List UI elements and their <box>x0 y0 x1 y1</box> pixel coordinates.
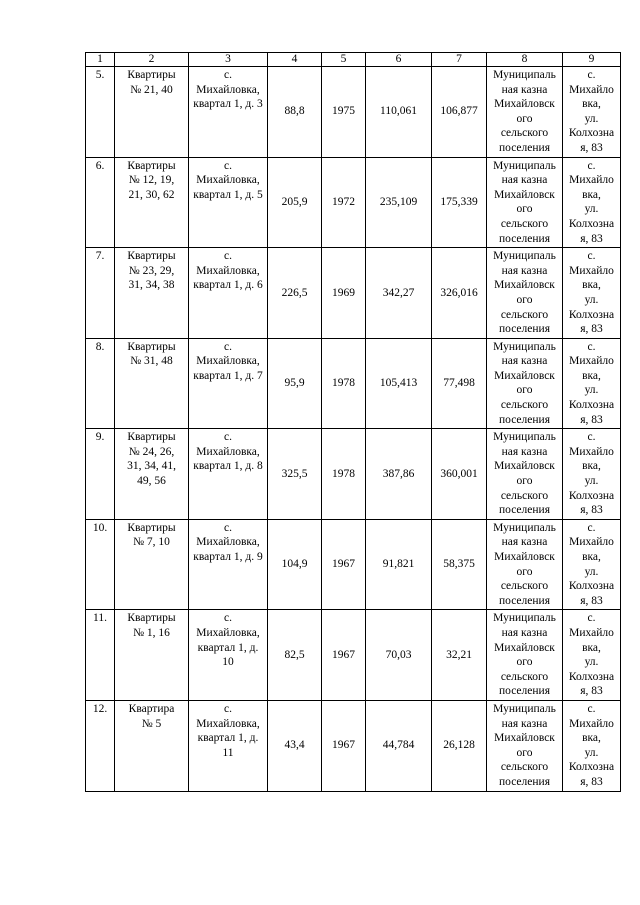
location-cell-text: с. Михайловка, квартал 1, д. 5 <box>193 159 263 201</box>
year-cell <box>322 519 366 610</box>
table-row <box>86 67 621 158</box>
owner-cell <box>487 248 563 339</box>
owner-cell-text: Муниципаль ная казна Михайловск ого сельского поселения <box>493 702 556 788</box>
residual-value-cell-text: 326,016 <box>440 286 478 299</box>
owner-address-cell-text: с. Михайло вка, ул. Колхозна я, 83 <box>568 431 615 517</box>
residual-value-cell <box>432 248 487 339</box>
owner-cell-text: Муниципаль ная казна Михайловск ого сельского поселения <box>493 612 556 698</box>
owner-cell-text: Муниципаль ная казна Михайловск ого сельского поселения <box>493 69 556 154</box>
area-cell <box>268 610 322 701</box>
balance-value-cell-text: 235,109 <box>379 196 418 209</box>
owner-address-cell <box>563 67 621 158</box>
balance-value-cell <box>366 338 432 429</box>
area-cell-text: 205,9 <box>281 196 308 209</box>
residual-value-cell-text: 26,128 <box>443 739 475 752</box>
balance-value-cell <box>366 610 432 701</box>
owner-address-cell-text: с. Михайло вка, ул. Колхозна я, 83 <box>568 159 615 245</box>
column-header: 5 <box>322 53 366 67</box>
area-cell <box>268 248 322 339</box>
year-cell-text: 1969 <box>332 286 355 299</box>
row-number-cell <box>86 519 115 610</box>
column-number-row <box>86 53 621 67</box>
owner-address-cell <box>563 610 621 701</box>
object-name-cell <box>115 248 189 339</box>
table-row <box>86 610 621 701</box>
area-cell-text: 82,5 <box>284 648 305 661</box>
owner-address-cell <box>563 157 621 248</box>
row-number-cell <box>86 157 115 248</box>
owner-cell <box>487 429 563 520</box>
owner-cell <box>487 610 563 701</box>
object-name-cell <box>115 519 189 610</box>
year-cell-text: 1967 <box>332 558 355 571</box>
area-cell <box>268 338 322 429</box>
column-header: 7 <box>432 53 487 67</box>
owner-cell-text: Муниципаль ная казна Михайловск ого сельского поселения <box>493 340 556 426</box>
year-cell-text: 1975 <box>332 105 355 118</box>
row-number-cell <box>86 700 115 791</box>
balance-value-cell <box>366 248 432 339</box>
balance-value-cell <box>366 519 432 610</box>
row-number-cell <box>86 248 115 339</box>
owner-cell <box>487 157 563 248</box>
residual-value-cell <box>432 700 487 791</box>
row-number-cell-text: 5. <box>95 69 105 81</box>
object-name-cell-text: Квартиры № 23, 29, 31, 34, 38 <box>127 250 176 292</box>
area-cell-text: 325,5 <box>281 467 308 480</box>
year-cell <box>322 248 366 339</box>
column-header: 4 <box>268 53 322 67</box>
object-name-cell <box>115 429 189 520</box>
location-cell-text: с. Михайловка, квартал 1, д. 9 <box>193 521 263 563</box>
owner-address-cell <box>563 519 621 610</box>
owner-address-cell <box>563 248 621 339</box>
owner-address-cell-text: с. Михайло вка, ул. Колхозна я, 83 <box>568 702 615 788</box>
balance-value-cell-text: 110,061 <box>380 105 417 118</box>
table-row <box>86 429 621 520</box>
balance-value-cell <box>366 157 432 248</box>
column-header: 9 <box>563 53 621 67</box>
owner-cell <box>487 338 563 429</box>
owner-cell-text: Муниципаль ная казна Михайловск ого сельского поселения <box>493 521 556 607</box>
object-name-cell-text: Квартиры № 31, 48 <box>127 340 176 368</box>
location-cell-text: с. Михайловка, квартал 1, д. 8 <box>193 431 263 473</box>
area-cell-text: 104,9 <box>281 558 308 571</box>
year-cell <box>322 610 366 701</box>
row-number-cell-text: 7. <box>95 250 105 263</box>
residual-value-cell <box>432 429 487 520</box>
owner-cell-text: Муниципаль ная казна Михайловск ого сельского поселения <box>493 250 556 336</box>
location-cell-text: с. Михайловка, квартал 1, д. 10 <box>196 612 260 669</box>
residual-value-cell-text: 58,375 <box>443 558 475 571</box>
area-cell <box>268 157 322 248</box>
row-number-cell-text: 9. <box>95 431 105 444</box>
object-name-cell-text: Квартиры № 1, 16 <box>127 612 176 639</box>
row-number-cell <box>86 610 115 701</box>
object-name-cell-text: Квартиры № 7, 10 <box>127 521 176 549</box>
owner-address-cell <box>563 429 621 520</box>
year-cell-text: 1978 <box>332 377 355 390</box>
object-name-cell-text: Квартиры № 12, 19, 21, 30, 62 <box>127 159 176 201</box>
year-cell <box>322 67 366 158</box>
owner-address-cell-text: с. Михайло вка, ул. Колхозна я, 83 <box>568 521 615 607</box>
row-number-cell-text: 10. <box>92 521 108 534</box>
location-cell <box>189 429 268 520</box>
location-cell-text: с. Михайловка, квартал 1, д. 3 <box>193 69 263 111</box>
residual-value-cell <box>432 157 487 248</box>
balance-value-cell-text: 70,03 <box>385 648 412 661</box>
object-name-cell-text: Квартиры № 21, 40 <box>127 69 176 96</box>
balance-value-cell <box>366 67 432 158</box>
table-row <box>86 519 621 610</box>
row-number-cell-text: 12. <box>92 702 108 715</box>
balance-value-cell-text: 91,821 <box>382 558 415 571</box>
residual-value-cell <box>432 519 487 610</box>
object-name-cell <box>115 157 189 248</box>
location-cell <box>189 700 268 791</box>
object-name-cell-text: Квартиры № 24, 26, 31, 34, 41, 49, 56 <box>127 431 176 488</box>
row-number-cell <box>86 429 115 520</box>
table-row <box>86 338 621 429</box>
year-cell <box>322 429 366 520</box>
balance-value-cell-text: 105,413 <box>379 377 418 390</box>
area-cell-text: 88,8 <box>284 105 305 118</box>
location-cell <box>189 157 268 248</box>
owner-address-cell <box>563 700 621 791</box>
area-cell-text: 43,4 <box>284 739 305 752</box>
column-header: 2 <box>115 53 189 67</box>
location-cell <box>189 248 268 339</box>
owner-address-cell-text: с. Михайло вка, ул. Колхозна я, 83 <box>568 340 615 426</box>
column-header: 6 <box>366 53 432 67</box>
row-number-cell-text: 6. <box>95 159 105 172</box>
year-cell-text: 1967 <box>332 648 355 661</box>
property-registry-table <box>85 52 621 792</box>
row-number-cell <box>86 67 115 158</box>
object-name-cell <box>115 700 189 791</box>
object-name-cell-text: Квартира № 5 <box>128 702 175 730</box>
object-name-cell <box>115 610 189 701</box>
row-number-cell <box>86 338 115 429</box>
residual-value-cell <box>432 610 487 701</box>
owner-cell <box>487 700 563 791</box>
residual-value-cell-text: 32,21 <box>446 648 472 661</box>
balance-value-cell <box>366 700 432 791</box>
residual-value-cell <box>432 338 487 429</box>
location-cell-text: с. Михайловка, квартал 1, д. 7 <box>193 340 263 382</box>
residual-value-cell-text: 106,877 <box>440 105 478 118</box>
year-cell <box>322 338 366 429</box>
location-cell <box>189 519 268 610</box>
location-cell-text: с. Михайловка, квартал 1, д. 6 <box>193 250 263 292</box>
owner-address-cell-text: с. Михайло вка, ул. Колхозна я, 83 <box>568 250 615 336</box>
balance-value-cell-text: 44,784 <box>382 739 415 752</box>
owner-cell <box>487 67 563 158</box>
row-number-cell-text: 8. <box>95 340 105 353</box>
column-header: 8 <box>487 53 563 67</box>
year-cell-text: 1978 <box>332 467 355 480</box>
residual-value-cell <box>432 67 487 158</box>
column-header: 3 <box>189 53 268 67</box>
owner-address-cell <box>563 338 621 429</box>
balance-value-cell-text: 342,27 <box>382 286 415 299</box>
area-cell <box>268 67 322 158</box>
object-name-cell <box>115 338 189 429</box>
row-number-cell-text: 11. <box>93 612 107 625</box>
owner-cell-text: Муниципаль ная казна Михайловск ого сельского поселения <box>493 431 556 517</box>
owner-cell <box>487 519 563 610</box>
location-cell <box>189 338 268 429</box>
year-cell-text: 1972 <box>332 196 355 209</box>
area-cell <box>268 519 322 610</box>
area-cell-text: 95,9 <box>284 377 305 390</box>
year-cell <box>322 700 366 791</box>
location-cell-text: с. Михайловка, квартал 1, д. 11 <box>196 702 260 759</box>
location-cell <box>189 67 268 158</box>
owner-cell-text: Муниципаль ная казна Михайловск ого сельского поселения <box>493 159 556 245</box>
table-row <box>86 157 621 248</box>
location-cell <box>189 610 268 701</box>
residual-value-cell-text: 360,001 <box>440 467 478 480</box>
residual-value-cell-text: 77,498 <box>443 377 475 390</box>
column-header: 1 <box>86 53 115 67</box>
balance-value-cell-text: 387,86 <box>382 467 415 480</box>
owner-address-cell-text: с. Михайло вка, ул. Колхозна я, 83 <box>568 612 615 698</box>
year-cell <box>322 157 366 248</box>
table-row <box>86 248 621 339</box>
area-cell-text: 226,5 <box>281 286 308 299</box>
object-name-cell <box>115 67 189 158</box>
owner-address-cell-text: с. Михайло вка, ул. Колхозна я, 83 <box>568 69 615 154</box>
residual-value-cell-text: 175,339 <box>440 196 478 209</box>
area-cell <box>268 700 322 791</box>
year-cell-text: 1967 <box>332 739 355 752</box>
balance-value-cell <box>366 429 432 520</box>
table-row <box>86 700 621 791</box>
area-cell <box>268 429 322 520</box>
